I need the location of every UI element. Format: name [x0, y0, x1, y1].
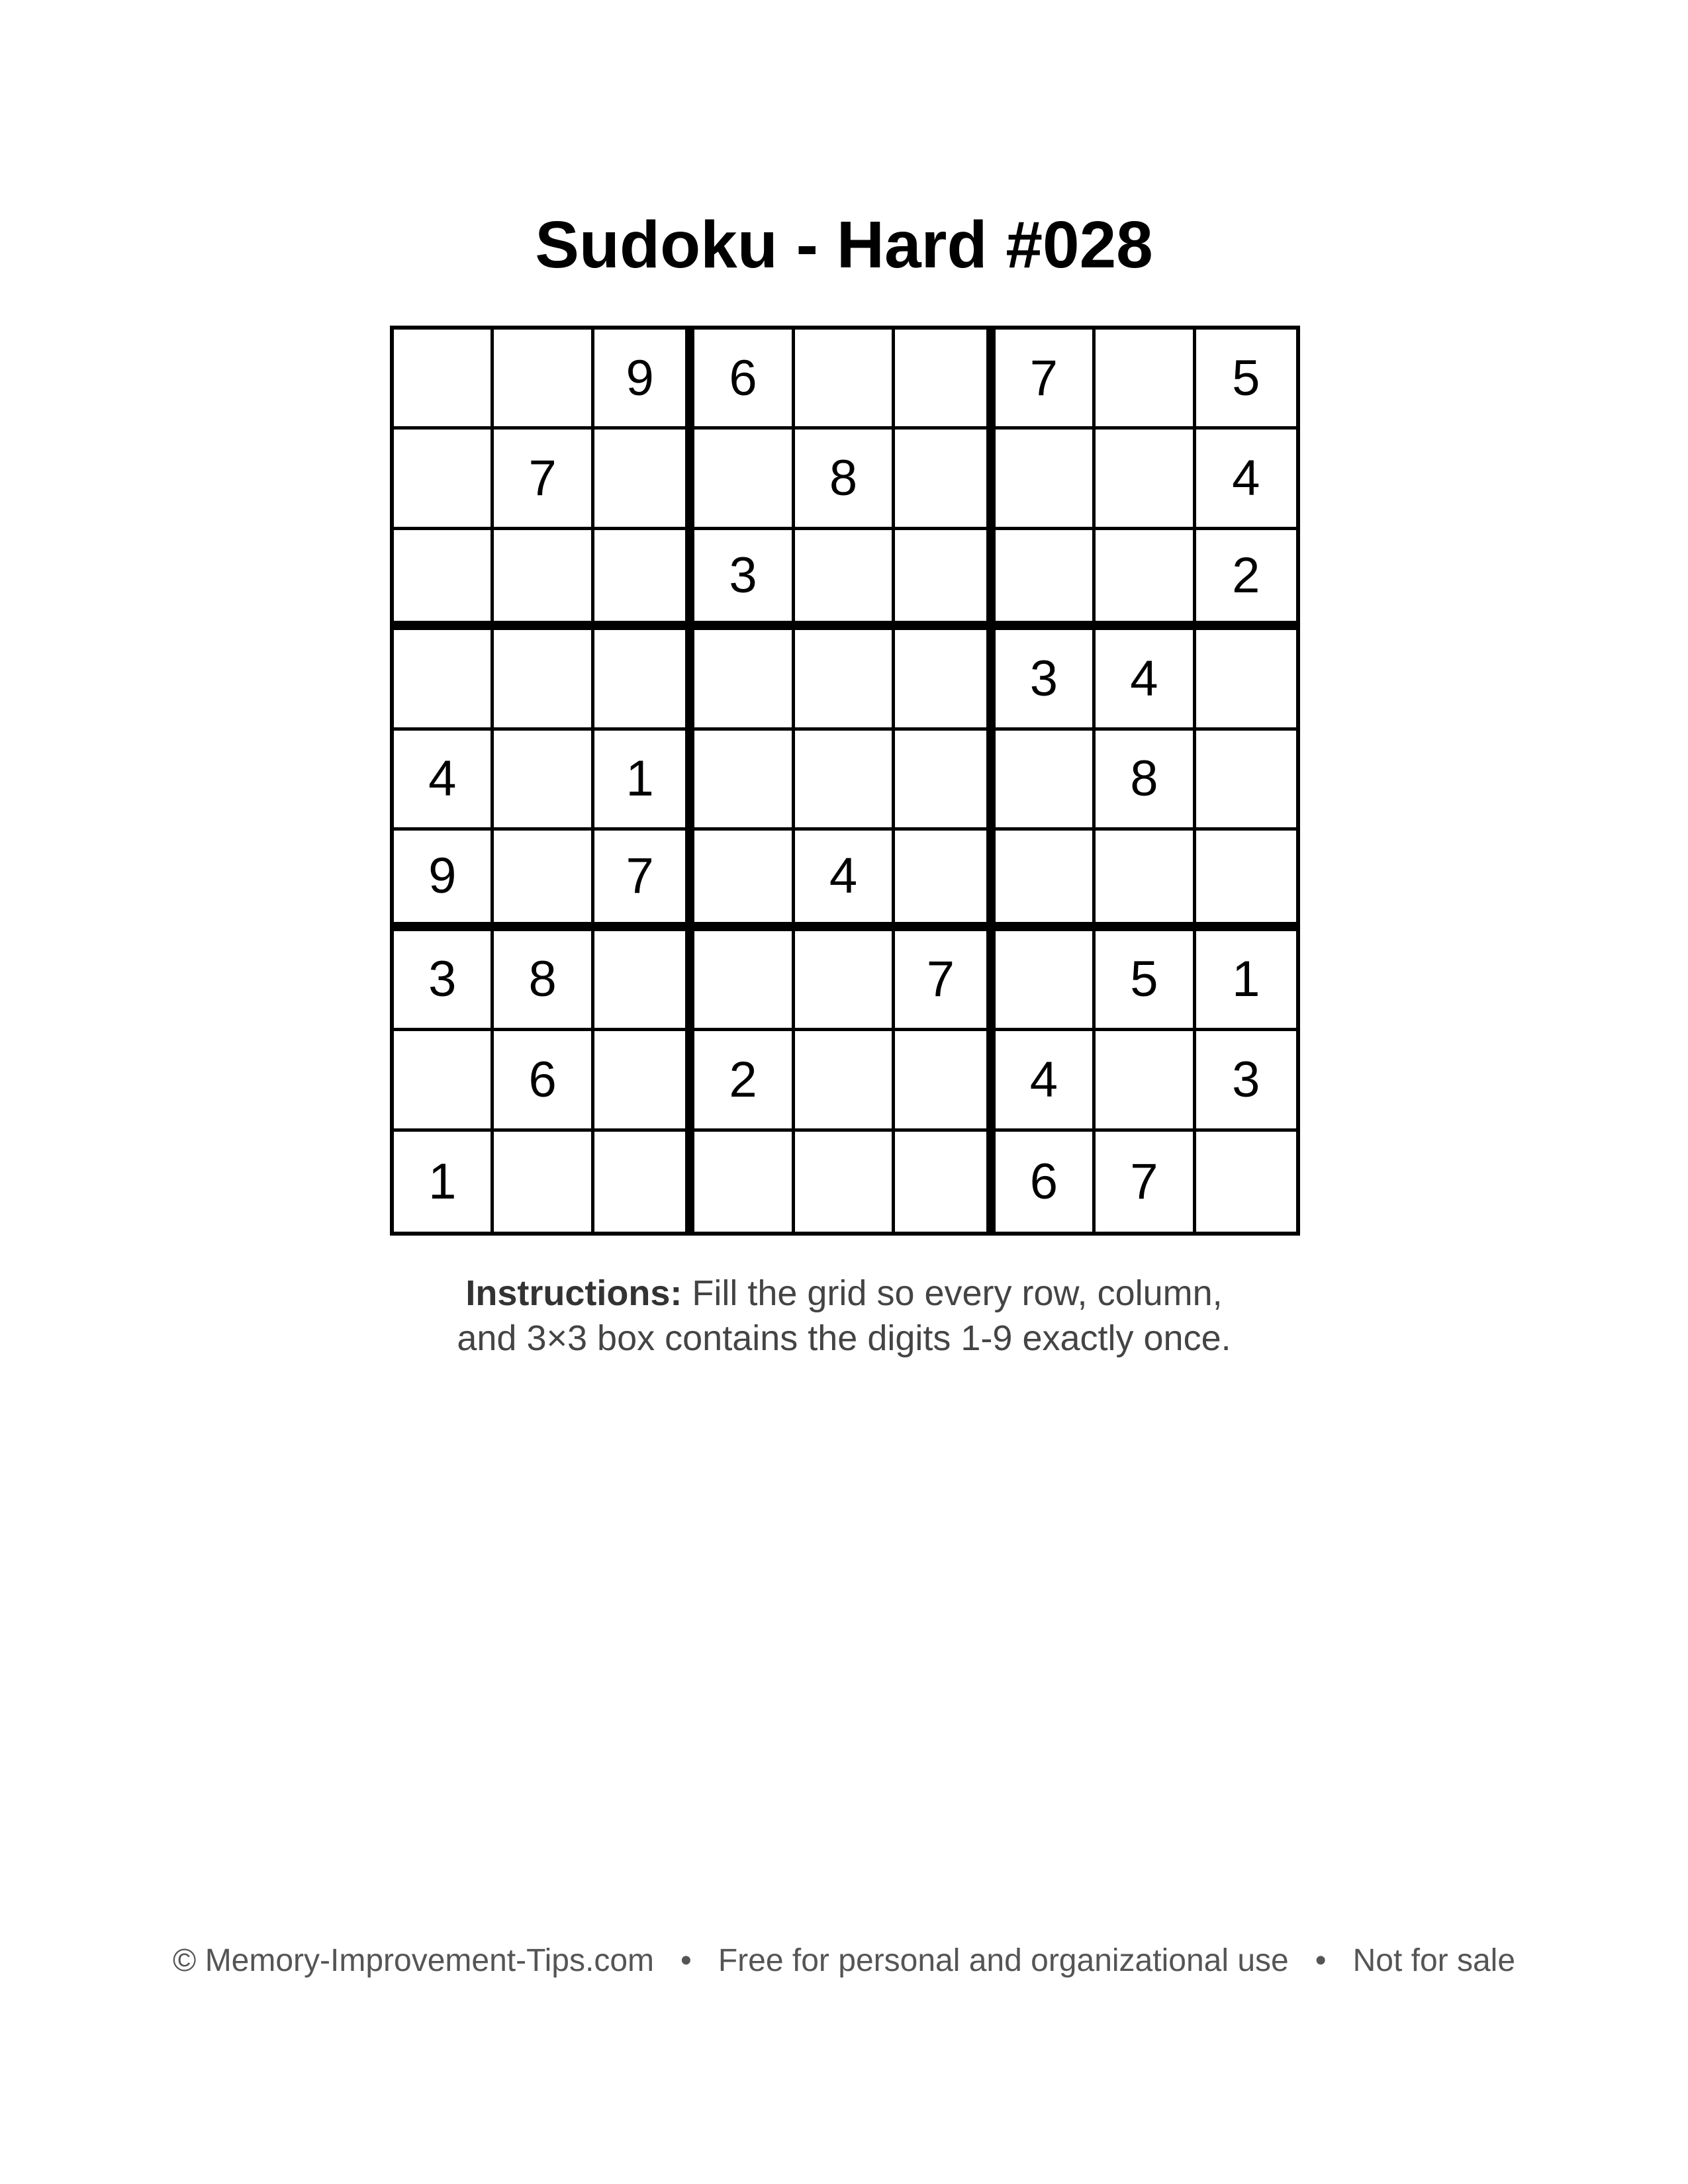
sudoku-cell-r1-c7[interactable]: 7	[996, 330, 1096, 430]
sudoku-cell-r2-c5[interactable]: 8	[795, 430, 895, 529]
sudoku-cell-r9-c6[interactable]	[895, 1132, 995, 1232]
sudoku-cell-r6-c8[interactable]	[1096, 831, 1196, 931]
sudoku-cell-r8-c9[interactable]: 3	[1196, 1031, 1296, 1131]
sudoku-cell-r7-c1[interactable]: 3	[394, 931, 494, 1031]
sudoku-cell-r7-c6[interactable]: 7	[895, 931, 995, 1031]
page-title: Sudoku - Hard #028	[535, 208, 1153, 282]
sudoku-cell-r5-c4[interactable]	[694, 731, 794, 831]
instructions-line-1: Fill the grid so every row, column,	[682, 1273, 1223, 1313]
sudoku-cell-r2-c7[interactable]	[996, 430, 1096, 529]
sudoku-cell-r8-c6[interactable]	[895, 1031, 995, 1131]
instructions	[0, 1271, 1688, 1361]
sudoku-cell-r7-c8[interactable]: 5	[1096, 931, 1196, 1031]
sudoku-cell-r7-c2[interactable]: 8	[494, 931, 594, 1031]
footer-license: Free for personal and organizational use	[718, 1943, 1289, 1978]
sudoku-cell-r4-c8[interactable]: 4	[1096, 630, 1196, 730]
sudoku-cell-r7-c3[interactable]	[594, 931, 694, 1031]
sudoku-cell-r1-c6[interactable]	[895, 330, 995, 430]
sudoku-cell-r1-c3[interactable]: 9	[594, 330, 694, 430]
sudoku-cell-r4-c9[interactable]	[1196, 630, 1296, 730]
sudoku-cell-r8-c2[interactable]: 6	[494, 1031, 594, 1131]
sudoku-cell-r2-c1[interactable]	[394, 430, 494, 529]
sudoku-cell-r7-c9[interactable]: 1	[1196, 931, 1296, 1031]
footer-separator: •	[680, 1943, 692, 1978]
sudoku-cell-r4-c7[interactable]: 3	[996, 630, 1096, 730]
footer	[0, 1942, 1688, 1979]
sudoku-cell-r2-c8[interactable]	[1096, 430, 1196, 529]
instructions-label: Instructions:	[465, 1273, 682, 1313]
sudoku-cell-r5-c8[interactable]: 8	[1096, 731, 1196, 831]
instructions-line-2: and 3×3 box contains the digits 1-9 exactly once.	[457, 1318, 1231, 1358]
sudoku-cell-r4-c4[interactable]	[694, 630, 794, 730]
sudoku-cell-r6-c1[interactable]: 9	[394, 831, 494, 931]
sudoku-cell-r5-c2[interactable]	[494, 731, 594, 831]
sudoku-cell-r2-c9[interactable]: 4	[1196, 430, 1296, 529]
sudoku-cell-r9-c5[interactable]	[795, 1132, 895, 1232]
sudoku-cell-r6-c5[interactable]: 4	[795, 831, 895, 931]
sudoku-cell-r6-c4[interactable]	[694, 831, 794, 931]
sudoku-cell-r9-c4[interactable]	[694, 1132, 794, 1232]
footer-separator: •	[1315, 1943, 1327, 1978]
sudoku-cell-r1-c1[interactable]	[394, 330, 494, 430]
sudoku-cell-r3-c7[interactable]	[996, 530, 1096, 630]
sudoku-cell-r6-c6[interactable]	[895, 831, 995, 931]
sudoku-cell-r8-c4[interactable]: 2	[694, 1031, 794, 1131]
sudoku-cell-r4-c1[interactable]	[394, 630, 494, 730]
sudoku-cell-r5-c7[interactable]	[996, 731, 1096, 831]
sudoku-cell-r4-c5[interactable]	[795, 630, 895, 730]
sudoku-cell-r3-c1[interactable]	[394, 530, 494, 630]
sudoku-cell-r4-c3[interactable]	[594, 630, 694, 730]
sudoku-cell-r3-c5[interactable]	[795, 530, 895, 630]
sudoku-cell-r4-c2[interactable]	[494, 630, 594, 730]
sudoku-cell-r9-c2[interactable]	[494, 1132, 594, 1232]
sudoku-cell-r3-c3[interactable]	[594, 530, 694, 630]
sudoku-cell-r9-c9[interactable]	[1196, 1132, 1296, 1232]
sudoku-cell-r6-c2[interactable]	[494, 831, 594, 931]
sudoku-cell-r8-c1[interactable]	[394, 1031, 494, 1131]
footer-copyright: © Memory-Improvement-Tips.com	[172, 1943, 655, 1978]
sudoku-cell-r5-c9[interactable]	[1196, 731, 1296, 831]
sudoku-cell-r7-c4[interactable]	[694, 931, 794, 1031]
sudoku-cell-r8-c7[interactable]: 4	[996, 1031, 1096, 1131]
sudoku-cell-r6-c7[interactable]	[996, 831, 1096, 931]
sudoku-cell-r5-c3[interactable]: 1	[594, 731, 694, 831]
sudoku-grid	[390, 326, 1300, 1236]
sudoku-cell-r5-c1[interactable]: 4	[394, 731, 494, 831]
sudoku-cell-r3-c6[interactable]	[895, 530, 995, 630]
sudoku-cell-r3-c8[interactable]	[1096, 530, 1196, 630]
sudoku-cell-r8-c8[interactable]	[1096, 1031, 1196, 1131]
sudoku-cell-r1-c8[interactable]	[1096, 330, 1196, 430]
sudoku-cell-r7-c5[interactable]	[795, 931, 895, 1031]
sudoku-cell-r9-c8[interactable]: 7	[1096, 1132, 1196, 1232]
sudoku-cell-r2-c6[interactable]	[895, 430, 995, 529]
sudoku-cell-r9-c3[interactable]	[594, 1132, 694, 1232]
sudoku-cell-r1-c4[interactable]: 6	[694, 330, 794, 430]
sudoku-cell-r5-c6[interactable]	[895, 731, 995, 831]
sudoku-cell-r1-c5[interactable]	[795, 330, 895, 430]
sudoku-cell-r9-c1[interactable]: 1	[394, 1132, 494, 1232]
sudoku-cell-r7-c7[interactable]	[996, 931, 1096, 1031]
sudoku-cell-r1-c2[interactable]	[494, 330, 594, 430]
sudoku-cell-r9-c7[interactable]: 6	[996, 1132, 1096, 1232]
sudoku-cell-r8-c3[interactable]	[594, 1031, 694, 1131]
footer-sale: Not for sale	[1352, 1943, 1516, 1978]
sudoku-cell-r5-c5[interactable]	[795, 731, 895, 831]
sudoku-cell-r2-c4[interactable]	[694, 430, 794, 529]
sudoku-cell-r3-c2[interactable]	[494, 530, 594, 630]
sudoku-cell-r8-c5[interactable]	[795, 1031, 895, 1131]
sudoku-cell-r2-c3[interactable]	[594, 430, 694, 529]
sudoku-cell-r3-c9[interactable]: 2	[1196, 530, 1296, 630]
sudoku-cell-r4-c6[interactable]	[895, 630, 995, 730]
sudoku-cell-r6-c3[interactable]: 7	[594, 831, 694, 931]
sudoku-cell-r6-c9[interactable]	[1196, 831, 1296, 931]
sudoku-cell-r1-c9[interactable]: 5	[1196, 330, 1296, 430]
sudoku-cell-r3-c4[interactable]: 3	[694, 530, 794, 630]
sudoku-cell-r2-c2[interactable]: 7	[494, 430, 594, 529]
